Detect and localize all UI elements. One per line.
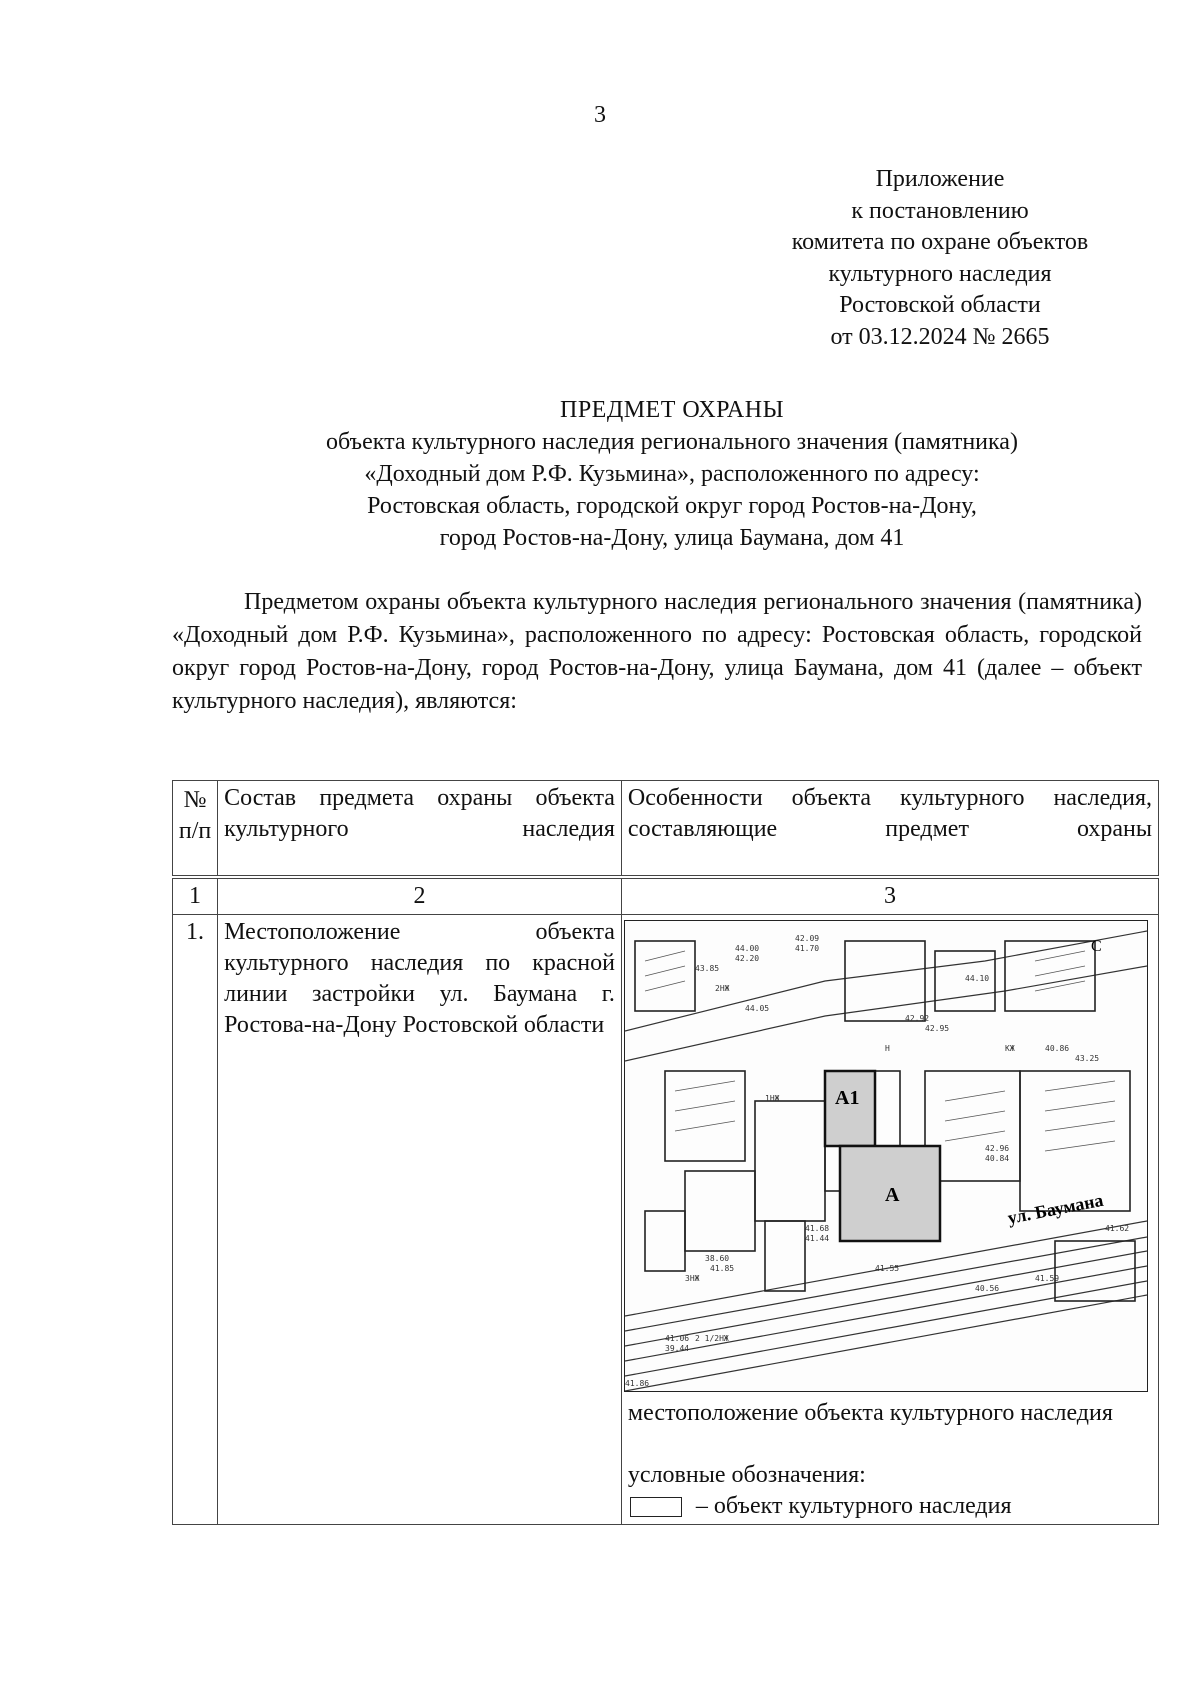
site-plan-map bbox=[625, 921, 1147, 1391]
row-features bbox=[621, 915, 1158, 1525]
map-mark: 42.09 bbox=[794, 934, 820, 943]
map-mark: 3НЖ bbox=[684, 1274, 700, 1283]
header-number: № п/п bbox=[173, 781, 218, 876]
map-mark: 39.44 bbox=[664, 1344, 690, 1353]
legend-item-label: – объект культурного наследия bbox=[695, 1493, 1012, 1519]
composition-text: Местоположение объекта культурного наследия по красной линии застройки ул. Баумана г. Ростова-на-Дону Ростовской области bbox=[224, 919, 615, 1038]
map-mark: 41.68 bbox=[804, 1224, 830, 1233]
appendix-line: к постановлению bbox=[851, 197, 1029, 224]
map-mark: 41.85 bbox=[709, 1264, 735, 1273]
column-number: 1 bbox=[173, 879, 218, 915]
map-north-label: С bbox=[1090, 938, 1102, 955]
map-mark: 41.55 bbox=[874, 1264, 900, 1273]
legend-swatch-icon bbox=[630, 1497, 682, 1517]
map-mark: 40.84 bbox=[984, 1154, 1010, 1163]
map-mark: КЖ bbox=[1004, 1044, 1015, 1053]
map-mark: 41.70 bbox=[794, 944, 820, 953]
map-mark: 38.60 bbox=[704, 1254, 730, 1263]
location-map bbox=[624, 920, 1148, 1392]
map-mark: 42.95 bbox=[924, 1024, 950, 1033]
map-mark: 40.86 bbox=[1044, 1044, 1070, 1053]
map-mark: 44.00 bbox=[734, 944, 760, 953]
column-number: 2 bbox=[218, 879, 622, 915]
appendix-line: Приложение bbox=[875, 166, 1005, 192]
map-mark: 41.06 bbox=[664, 1334, 690, 1343]
map-mark: 2НЖ bbox=[714, 984, 730, 993]
map-mark: 44.10 bbox=[964, 974, 990, 983]
legend-item bbox=[628, 1491, 1152, 1522]
table-header-row bbox=[173, 781, 1159, 876]
appendix-line: комитета по охране объектов bbox=[791, 229, 1089, 255]
legend-title: условные обозначения: bbox=[627, 1462, 866, 1488]
map-mark: 41.44 bbox=[804, 1234, 830, 1243]
title-line: Ростовская область, городской округ город Ростов-на-Дону, bbox=[367, 493, 977, 519]
title-heading: ПРЕДМЕТ ОХРАНЫ bbox=[559, 397, 785, 423]
map-mark: 43.25 bbox=[1074, 1054, 1100, 1063]
appendix-line: Ростовской области bbox=[839, 292, 1041, 318]
map-mark: 40.56 bbox=[974, 1284, 1000, 1293]
map-mark: 42.20 bbox=[734, 954, 760, 963]
map-mark: 43.85 bbox=[694, 964, 720, 973]
protection-table bbox=[172, 780, 1159, 1525]
map-mark: Н bbox=[884, 1044, 890, 1053]
title-line: город Ростов-на-Дону, улица Баумана, дом 41 bbox=[439, 525, 905, 551]
map-mark: 1НЖ bbox=[764, 1094, 780, 1103]
document-title bbox=[172, 394, 1172, 554]
title-line: объекта культурного наследия регионального значения (памятника) bbox=[326, 429, 1018, 455]
map-label-a1: А1 bbox=[834, 1087, 860, 1109]
map-mark: 44.05 bbox=[744, 1004, 770, 1013]
intro-paragraph: Предметом охраны объекта культурного наследия регионального значения (памятника) «Доходный дом Р.Ф. Кузьмина», расположенного по адресу: Ростовская область, городской округ город Ростов-на-Дону, город Ростов-на-Дону, улица Баумана, дом 41 (далее – объект культурного наследия), являются: bbox=[172, 589, 1142, 714]
location-description: местоположение объекта культурного наследия bbox=[627, 1400, 1113, 1426]
row-number: 1. bbox=[173, 915, 218, 1525]
appendix-line: культурного наследия bbox=[828, 260, 1052, 287]
page-number: 3 bbox=[594, 102, 606, 128]
map-label-a: А bbox=[884, 1184, 900, 1206]
map-mark: 41.86 bbox=[624, 1379, 650, 1388]
column-numbers-row bbox=[173, 879, 1159, 915]
header-features: Особенности объекта культурного наследия, составляющие предмет охраны bbox=[621, 781, 1158, 876]
appendix-header bbox=[740, 164, 1140, 353]
map-mark: 2 1/2НЖ bbox=[694, 1334, 729, 1343]
map-street-label: ул. Баумана bbox=[1005, 1189, 1105, 1228]
title-line: «Доходный дом Р.Ф. Кузьмина», расположенного по адресу: bbox=[364, 461, 980, 487]
header-composition: Состав предмета охраны объекта культурного наследия bbox=[218, 781, 622, 876]
column-number: 3 bbox=[621, 879, 1158, 915]
map-mark: 41.59 bbox=[1034, 1274, 1060, 1283]
map-mark: 42.96 bbox=[984, 1144, 1010, 1153]
map-mark: 42.92 bbox=[904, 1014, 930, 1023]
row-composition bbox=[218, 915, 622, 1525]
map-mark: 41.62 bbox=[1104, 1224, 1130, 1233]
appendix-line: от 03.12.2024 № 2665 bbox=[830, 323, 1050, 350]
table-row bbox=[173, 915, 1159, 1525]
